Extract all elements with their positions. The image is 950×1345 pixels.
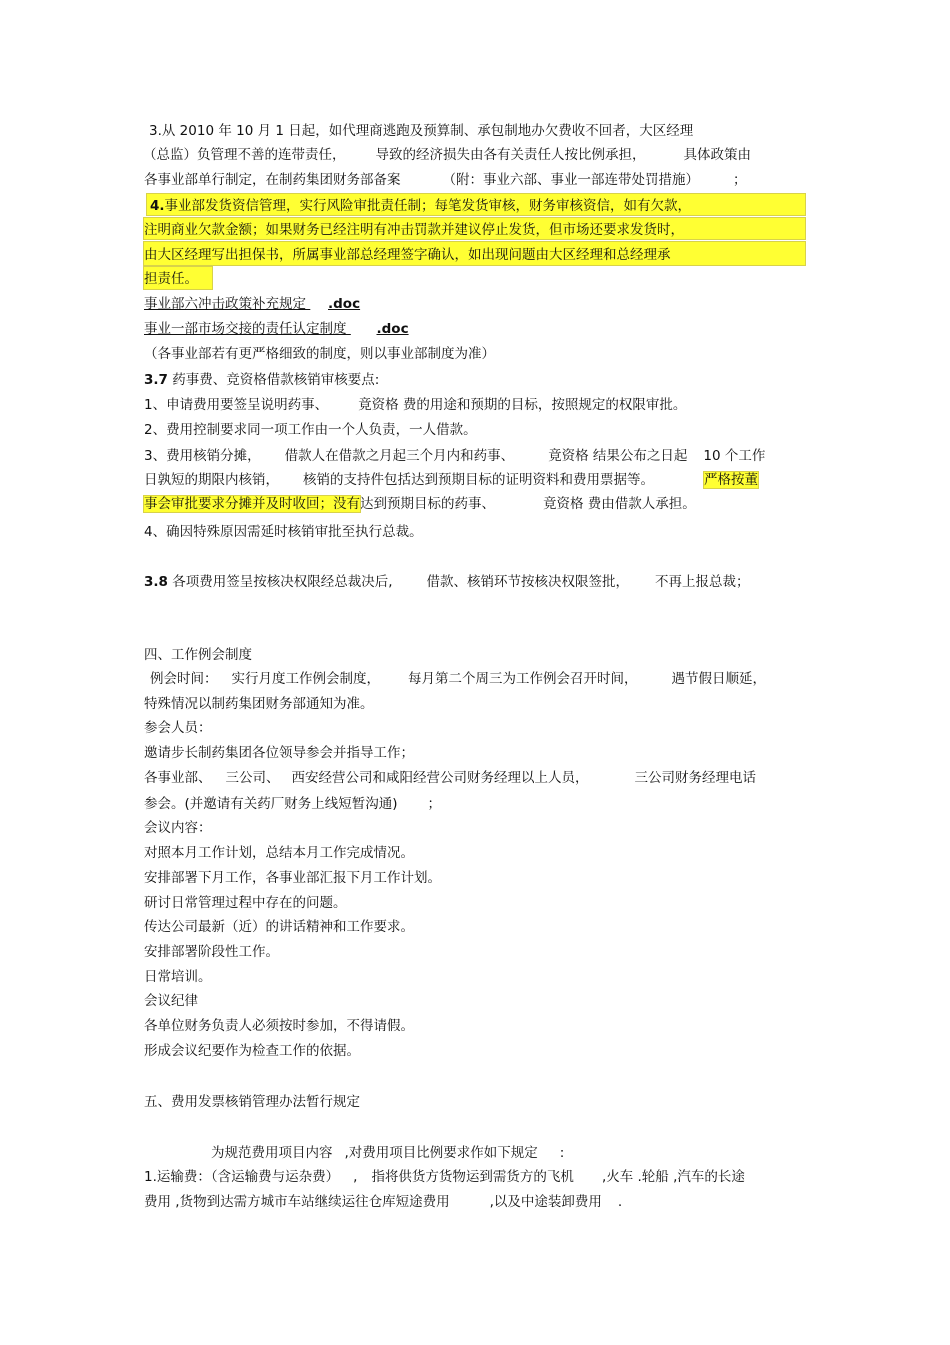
text: 研讨日常管理过程中存在的问题。 (144, 895, 347, 911)
text: 借款、核销环节按核决权限签批， (426, 574, 630, 590)
text: 安排部署下月工作，各事业部汇报下月工作计划。 (144, 870, 441, 886)
para-4-line-3 (144, 245, 671, 265)
s4-line-6 (144, 794, 441, 814)
link-text[interactable]: 事业部六冲击政策补充规定 (144, 296, 306, 312)
s37-item-3-line-2 (144, 470, 758, 490)
para-3-line-2 (143, 145, 751, 165)
text: 注明商业欠款金额；如果财务已经注明有冲击罚款并建议停止发货，但市场还要求发货时， (144, 222, 684, 238)
text: ； (733, 172, 747, 188)
text: 竟资格 结果公布之日起 (548, 448, 688, 464)
s37-item-1 (144, 395, 686, 415)
text: 1、申请费用要签呈说明药事、 (144, 397, 329, 413)
text: 达到预期目标的药事、 (360, 496, 495, 512)
section-number: 3.7 (144, 372, 168, 388)
text: 各事业部、 (144, 770, 212, 786)
s4-line-3 (144, 718, 212, 738)
text: 3、费用核销分摊， (144, 448, 261, 464)
text: : (559, 1145, 565, 1161)
note-line (144, 344, 495, 364)
text: 10 个工作 (703, 448, 766, 464)
s37-item-3-line-1 (144, 446, 765, 466)
text: 安排部署阶段性工作。 (144, 944, 279, 960)
s4-line-14 (144, 991, 198, 1011)
text: （总监）负管理不善的连带责任， (143, 147, 346, 163)
text: 2、费用控制要求同一项工作由一个人负责，一人借款。 (144, 422, 477, 438)
text: 担责任。 (144, 271, 198, 287)
text: （各事业部若有更严格细致的制度，则以事业部制度为准） (144, 346, 495, 362)
s37-item-4 (144, 522, 423, 542)
highlighted-text: 事会审批要求分摊并及时收回；没有 (144, 496, 360, 512)
text: 参会。(并邀请有关药厂财务上线短暂沟通) (144, 796, 398, 812)
s4-line-9 (144, 868, 441, 888)
attachment-link-1[interactable] (144, 294, 360, 314)
text: 日常培训。 (144, 969, 212, 985)
link-ext[interactable]: .doc (376, 321, 409, 337)
text: 传达公司最新（近）的讲话精神和工作要求。 (144, 919, 414, 935)
text: 日孰短的期限内核销， (144, 472, 279, 488)
text: ； (427, 796, 442, 812)
text: 各事业部单行制定，在制药集团财务部备案 (144, 172, 401, 188)
text: 药事费、竞资格借款核销审核要点: (167, 372, 380, 388)
s4-line-7 (144, 818, 212, 838)
s5-item-1-line-1 (144, 1167, 745, 1187)
para-number: 4. (150, 198, 165, 214)
text: 费用 ,货物到达需方城市车站继续运往仓库短途费用 (144, 1194, 450, 1210)
text: ,对费用项目比例要求作如下规定 (344, 1145, 538, 1161)
text: 不再上报总裁； (655, 574, 750, 590)
text: 实行月度工作例会制度， (231, 671, 380, 687)
text: 每月第二个周三为工作例会召开时间， (408, 671, 638, 687)
text: 会议内容： (144, 820, 212, 836)
text: 1.运输费：（含运输费与运杂费） (144, 1169, 340, 1185)
s4-line-16 (144, 1041, 360, 1061)
s4-line-8 (144, 843, 414, 863)
attachment-link-2[interactable] (144, 319, 409, 339)
s4-line-5 (144, 768, 756, 788)
section-4-title (144, 645, 252, 665)
s5-intro (211, 1143, 564, 1163)
section-5-title (144, 1092, 360, 1112)
text: （附：事业六部、事业一部连带处罚措施） (442, 172, 699, 188)
text: 各项费用签呈按核决权限经总裁决后, (167, 574, 393, 590)
s4-line-2 (144, 694, 374, 714)
text: ,以及中途装卸费用 (489, 1194, 602, 1210)
s5-item-1-line-2 (144, 1192, 622, 1212)
text: 竟资格 费的用途和预期的目标，按照规定的权限审批。 (358, 397, 687, 413)
s4-line-10 (144, 893, 347, 913)
text: 特殊情况以制药集团财务部通知为准。 (144, 696, 374, 712)
text: 遇节假日顺延， (671, 671, 766, 687)
s4-line-1 (150, 669, 766, 689)
s4-line-12 (144, 942, 279, 962)
text: . (617, 1194, 623, 1210)
highlighted-text: 严格按董 (704, 472, 758, 488)
text: 四、工作例会制度 (144, 647, 252, 663)
link-ext[interactable]: .doc (328, 296, 361, 312)
text: 三公司、 (225, 770, 280, 786)
link-text[interactable]: 事业一部市场交接的责任认定制度 (144, 321, 347, 337)
text: 参会人员： (144, 720, 212, 736)
text: 例会时间： (150, 671, 218, 687)
text: 3.从 2010 年 10 月 1 日起，如代理商逃跑及预算制、承包制地办欠费收不回者，大区经理 (149, 123, 694, 139)
text: 具体政策由 (683, 147, 751, 163)
para-4-line-2 (144, 220, 684, 240)
s4-line-11 (144, 917, 414, 937)
section-3-7-title (144, 370, 379, 390)
text: 借款人在借款之月起三个月内和药事、 (284, 448, 515, 464)
text: 4、确因特殊原因需延时核销审批至执行总裁。 (144, 524, 423, 540)
text: 邀请步长制药集团各位领导参会并指导工作； (144, 745, 414, 761)
section-number: 3.8 (144, 574, 168, 590)
section-3-8 (144, 572, 750, 592)
text: 五、费用发票核销管理办法暂行规定 (144, 1094, 360, 1110)
text: 三公司财务经理电话 (634, 770, 756, 786)
s37-item-2 (144, 420, 477, 440)
para-4-line-4 (144, 269, 198, 289)
para-4-line-1 (150, 196, 691, 216)
para-3-line-3 (144, 170, 747, 190)
text: 由大区经理写出担保书，所属事业部总经理签字确认，如出现问题由大区经理和总经理承 (144, 247, 671, 263)
text: 指将供货方货物运到需货方的飞机 (371, 1169, 574, 1185)
text: , (353, 1169, 358, 1185)
text: 西安经营公司和咸阳经营公司财务经理以上人员， (291, 770, 589, 786)
text: ,火车 .轮船 ,汽车的长途 (601, 1169, 745, 1185)
text: 会议纪律 (144, 993, 198, 1009)
s4-line-15 (144, 1016, 414, 1036)
text: 对照本月工作计划，总结本月工作完成情况。 (144, 845, 414, 861)
text: 形成会议纪要作为检查工作的依据。 (144, 1043, 360, 1059)
text: 核销的支持件包括达到预期目标的证明资料和费用票据等。 (303, 472, 654, 488)
text: 竟资格 费由借款人承担。 (543, 496, 696, 512)
text: 各单位财务负责人必须按时参加，不得请假。 (144, 1018, 414, 1034)
text: 为规范费用项目内容 (211, 1145, 333, 1161)
text: 事业部发货资信管理，实行风险审批责任制；每笔发货审核，财务审核资信，如有欠款， (164, 198, 692, 214)
s4-line-13 (144, 967, 212, 987)
s4-line-4 (144, 743, 414, 763)
para-3-line-1 (149, 121, 693, 141)
text: 导致的经济损失由各有关责任人按比例承担， (375, 147, 646, 163)
s37-item-3-line-3 (144, 494, 696, 514)
